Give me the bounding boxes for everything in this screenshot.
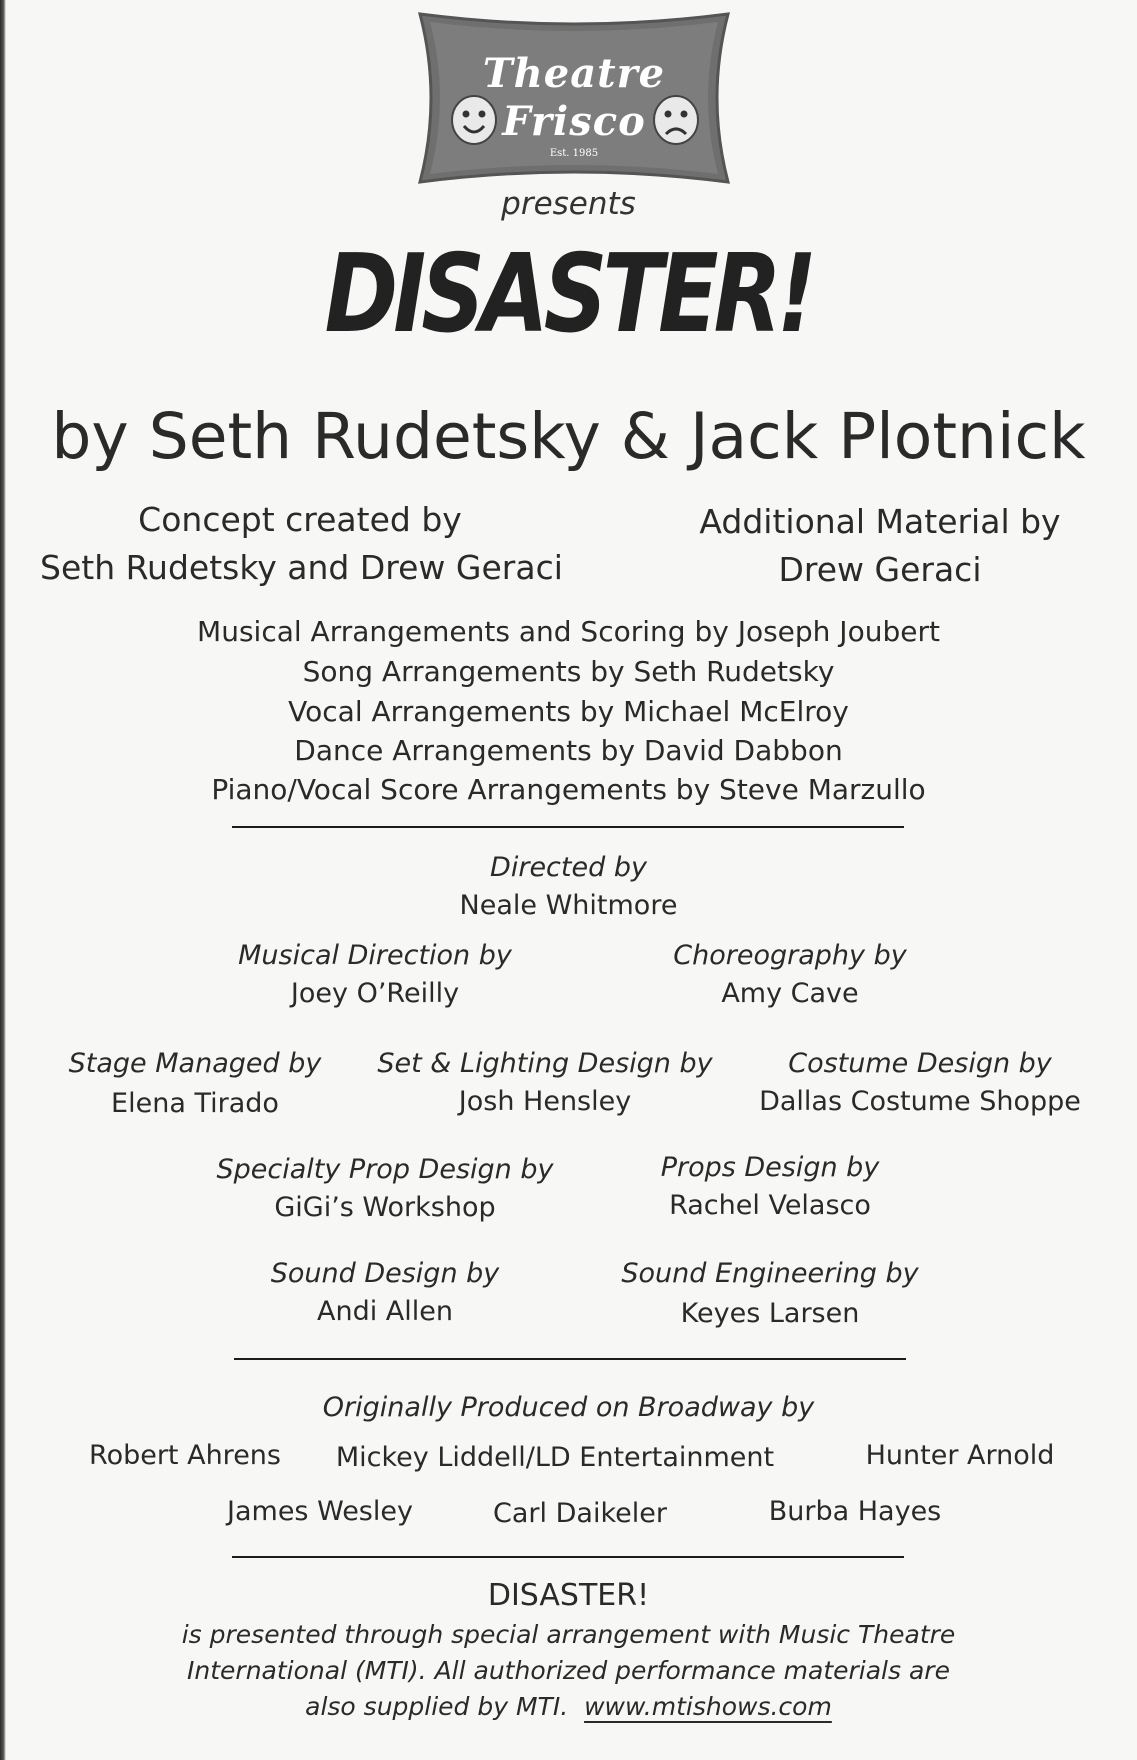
producer-name: Robert Ahrens — [89, 1440, 281, 1471]
sound-engineering-name: Keyes Larsen — [680, 1298, 860, 1329]
logo-established: Est. 1985 — [549, 148, 599, 159]
footer-line-3: also supplied by MTI. — [305, 1692, 569, 1721]
presents-label: presents — [501, 186, 636, 222]
divider — [232, 826, 904, 828]
divider — [232, 1556, 904, 1558]
directed-role: Directed by — [490, 852, 647, 883]
producer-name: Burba Hayes — [768, 1496, 942, 1527]
producer-name: Carl Daikeler — [493, 1498, 667, 1529]
logo-word-frisco: Frisco — [502, 98, 646, 145]
arrangement-line: Vocal Arrangements by Michael McElroy — [288, 695, 849, 728]
arrangement-line: Song Arrangements by Seth Rudetsky — [302, 655, 835, 688]
show-title: DISASTER! — [324, 232, 813, 357]
choreography-name: Amy Cave — [721, 978, 859, 1009]
concept-names: Seth Rudetsky and Drew Geraci — [40, 548, 563, 587]
concept-role: Concept created by — [138, 500, 462, 539]
sound-design-name: Andi Allen — [316, 1296, 453, 1327]
stage-managed-name: Elena Tirado — [111, 1088, 279, 1119]
sound-design-role: Sound Design by — [270, 1258, 500, 1289]
set-lighting-name: Josh Hensley — [458, 1086, 632, 1117]
arrangement-line: Piano/Vocal Score Arrangements by Steve Marzullo — [211, 773, 926, 806]
directed-name: Neale Whitmore — [459, 890, 678, 921]
authors-line: by Seth Rudetsky & Jack Plotnick — [51, 400, 1086, 473]
additional-material-names: Drew Geraci — [778, 550, 982, 589]
props-name: Rachel Velasco — [669, 1190, 871, 1221]
footer-title: DISASTER! — [487, 1578, 650, 1613]
footer-line-1: is presented through special arrangement with Music Theatre — [181, 1620, 956, 1649]
footer-line-3-wrap — [0, 1692, 1137, 1721]
mti-website-link[interactable]: www.mtishows.com — [584, 1692, 832, 1721]
producer-name: Hunter Arnold — [865, 1440, 1055, 1471]
specialty-prop-role: Specialty Prop Design by — [216, 1154, 554, 1185]
props-role: Props Design by — [660, 1152, 880, 1183]
choreography-role: Choreography by — [673, 940, 907, 971]
footer-line-2: International (MTI). All authorized performance materials are — [187, 1656, 950, 1685]
costume-name: Dallas Costume Shoppe — [759, 1086, 1081, 1117]
logo-word-theatre: Theatre — [482, 50, 666, 97]
divider — [234, 1358, 906, 1360]
additional-material-role: Additional Material by — [699, 502, 1061, 541]
producer-name: James Wesley — [227, 1496, 413, 1527]
set-lighting-role: Set & Lighting Design by — [377, 1048, 713, 1079]
broadway-heading: Originally Produced on Broadway by — [322, 1392, 815, 1423]
producer-name: Mickey Liddell/LD Entertainment — [335, 1442, 775, 1473]
stage-managed-role: Stage Managed by — [68, 1048, 322, 1079]
costume-role: Costume Design by — [788, 1048, 1052, 1079]
theatre-frisco-logo — [414, 12, 734, 184]
arrangement-line: Dance Arrangements by David Dabbon — [294, 734, 843, 767]
specialty-prop-name: GiGi’s Workshop — [274, 1192, 496, 1223]
musical-direction-name: Joey O’Reilly — [290, 978, 460, 1009]
sound-engineering-role: Sound Engineering by — [621, 1258, 919, 1289]
musical-direction-role: Musical Direction by — [238, 940, 512, 971]
arrangement-line: Musical Arrangements and Scoring by Joseph Joubert — [197, 615, 940, 648]
